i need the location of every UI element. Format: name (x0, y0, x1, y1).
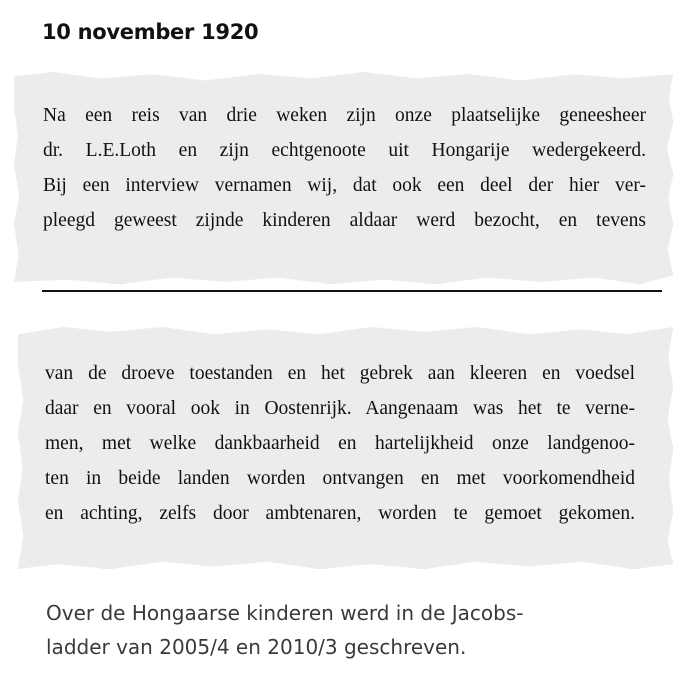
section-divider (42, 290, 662, 292)
clipping-2-line: en achting, zelfs door ambtenaren, worden te gemoet gekomen. (45, 503, 635, 524)
clipping-1-line: pleegd geweest zijnde kinderen aldaar werd bezocht, en tevens (43, 210, 646, 231)
caption-line: Over de Hongaarse kinderen werd in de Jacobs- (46, 601, 524, 625)
date-heading: 10 november 1920 (42, 20, 259, 44)
clipping-2-line: men, met welke dankbaarheid en hartelijkheid onze landgenoo- (45, 433, 635, 454)
clipping-1-line: Na een reis van drie weken zijn onze plaatselijke geneesheer (43, 105, 646, 126)
clipping-2-line: ten in beide landen worden ontvangen en met voorkomendheid (45, 468, 635, 489)
clipping-1-line: dr. L.E.Loth en zijn echtgenoote uit Hongarije wedergekeerd. (43, 140, 646, 161)
clipping-1-line: Bij een interview vernamen wij, dat ook een deel der hier ver- (43, 175, 646, 196)
clipping-2-line: daar en vooral ook in Oostenrijk. Aangenaam was het te verne- (45, 398, 635, 419)
newspaper-clipping-2-text (45, 356, 635, 531)
newspaper-clipping-1-text (43, 98, 646, 238)
caption-line: ladder van 2005/4 en 2010/3 geschreven. (46, 635, 467, 659)
caption (46, 596, 646, 664)
clipping-2-line: van de droeve toestanden en het gebrek aan kleeren en voedsel (45, 363, 635, 384)
